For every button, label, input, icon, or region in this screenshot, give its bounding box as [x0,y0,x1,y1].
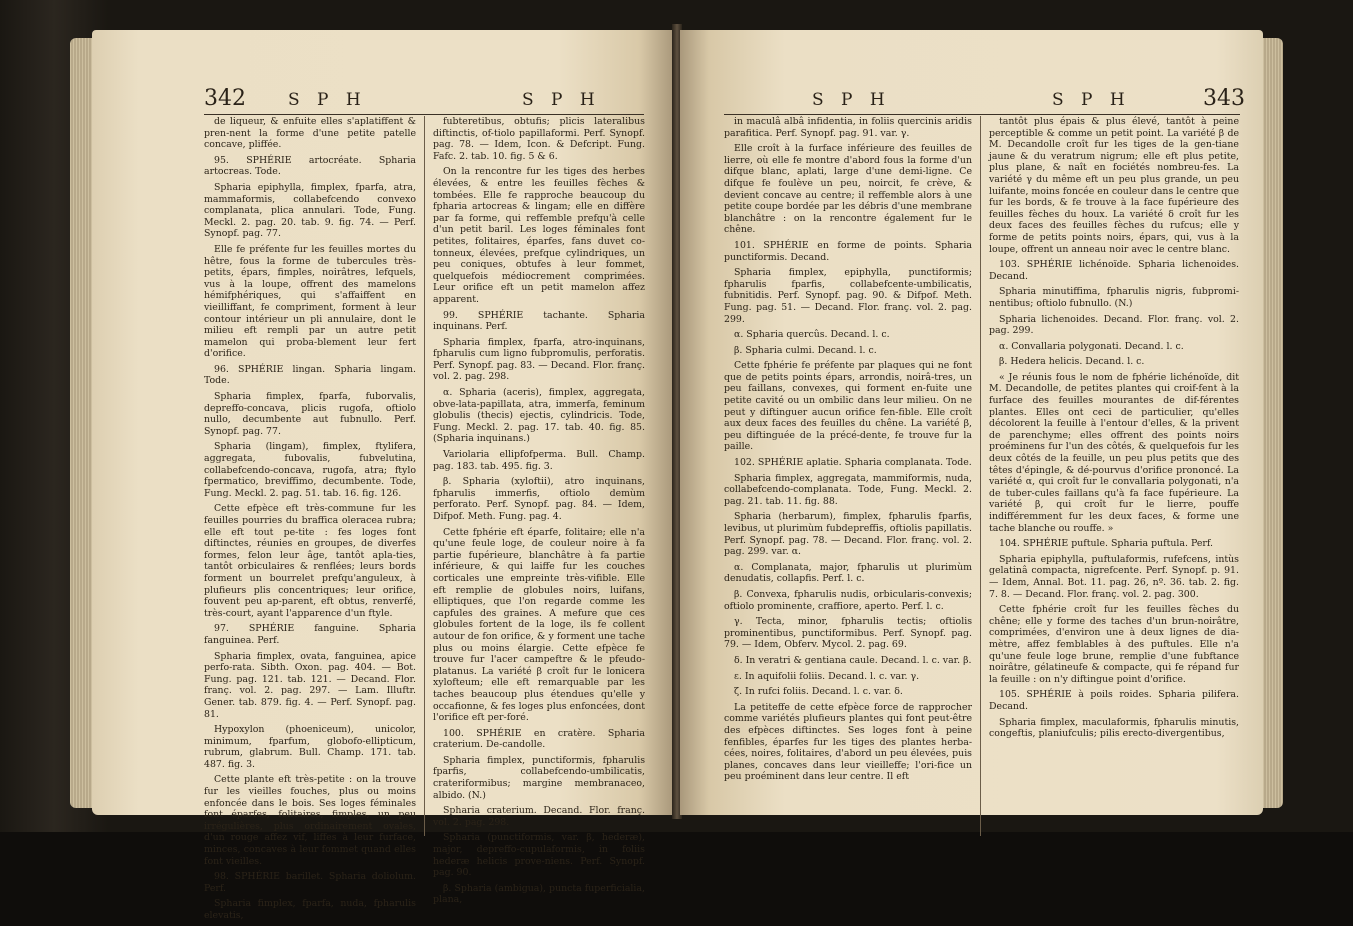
paragraph: Spharia minutiffima, fpharulis nigris, fubpromi-nentibus; oftiolo fubnullo. (N.) [989,286,1239,309]
paragraph: α. Complanata, major, fpharulis ut plurimùm denudatis, collapfis. Perf. l. c. [724,561,972,585]
paragraph: Cette plante eft très-petite : on la trouve fur les vieilles fouches, plus ou moins enfoncée dans le bois. Ses loges féminales font éparfes, folitaires, fimples, un peu irrégulières, plus ordinairement ovales, d'un rouge affez vif, liffes à leur furface, minces, concaves à leur fommet quand elles font vieilles. [204,774,416,867]
paragraph: Spharia fimplex, fparfa, fuborvalis, depreffo-concava, plicis rugofa, oftiolo nullo, decumbente aut fubnullo. Perf. Synopf. pag. 77. [204,391,416,437]
paragraph: Spharia lichenoides. Decand. Flor. franç. vol. 2. pag. 299. [989,313,1239,337]
paragraph: de liqueur, & enfuite elles s'aplatiffent & pren-nent la forme d'une petite patelle concave, pliffée. [204,116,416,151]
right-header-rule [724,114,1240,115]
paragraph: α. Spharia quercûs. Decand. l. c. [734,329,890,341]
left-column-1 [204,116,416,926]
paragraph: Spharia (lingam), fimplex, ftylifera, aggregata, fubovalis, fubvelutina, collabefcendo-concava, rugofa, atra; ftylo fpermatico, breviffimo, decumbente. Tode, Fung. Meckl. 2. pag. 51. tab. 16. fig. 126. [204,441,416,499]
paragraph: ζ. In rufci foliis. Decand. l. c. var. δ. [734,686,903,698]
right-header-left: S P H [812,90,891,110]
left-page [92,30,674,921]
left-header-rule [204,114,644,115]
paragraph: 98. SPHÉRIE barillet. Spharia doliolum. Perf. [204,871,416,894]
left-page-number: 342 [204,86,246,111]
page-edges-left [70,38,94,808]
paragraph: Spharia epiphylla, fimplex, fparfa, atra, mammaformis, collabefcendo convexo complanata, plica annulari. Tode, Fung. Meckl. 2. pag. 20. tab. 9. fig. 74. — Perf. Synopf. pag. 77. [204,181,416,240]
left-column-divider [424,116,425,836]
paragraph: 99. SPHÉRIE tachante. Spharia inquinans. Perf. [433,309,645,333]
paragraph: Spharia fimplex, fparfa, atro-inquinans, fpharulis cum ligno fubpromulis, perforatis. Perf. Synopf. pag. 83. — Decand. Flor. franç. vol. 2. pag. 298. [433,336,645,383]
paragraph: Cette fphérie eft éparfe, folitaire; elle n'a qu'une feule loge, de couleur noire à fa partie fupérieure, blanchâtre à fa partie inférieure, & qui laiffe fur les couches corticales une empreinte très-vifible. Elle eft remplie de globules noirs, luifans, elliptiques, que l'on regarde comme les capfules des graines. A mefure que ces globules fortent de la loge, ils fe collent autour de fon orifice, & y forment une tache plus ou moins élargie. Cette efpèce fe trouve fur l'acer campeftre & le pfeudo-platanus. La variété β croît fur le lonicera xylofteum; elle eft remarquable par les taches beaucoup plus étendues qu'elle y occafionne, & fes loges plus enfoncées, dont l'orifice eft per-foré. [433,526,645,724]
paragraph: Elle croît à la furface inférieure des feuilles de lierre, où elle fe montre d'abord fous la forme d'un difque blanc, aplati, large d'une demi-ligne. Ce difque fe foulève un peu, noircit, fe crève, & devient concave au centre; il reffemble alors à une petite coupe bordée par les débris d'une membrane blanchâtre : on la rencontre également fur le chêne. [724,143,972,236]
paragraph: Variolaria ellipfofperma. Bull. Champ. pag. 183. tab. 495. fig. 3. [433,449,645,472]
paragraph: Spharia craterium. Decand. Flor. franç. vol. 2. pag. 298. [433,805,645,828]
paragraph: On la rencontre fur les tiges des herbes élevées, & entre les feuilles fèches & tombées. Elle fe rapproche beaucoup du fpharia artocreas & lingam; elle en diffère par fa forme, qui reffemble prefqu'à celle d'un petit baril. Les loges féminales font petites, folitaires, éparfes, fans duvet co-tonneux, élevées, prefque cylindriques, un peu coniques, obtufes à leur fommet, quelquefois médiocrement comprimées. Leur orifice eft un petit mamelon affez apparent. [433,166,645,305]
paragraph: β. Convexa, fpharulis nudis, orbicularis-convexis; oftiolo prominente, craffiore, aperto. Perf. l. c. [724,588,972,612]
right-column-2 [989,116,1239,744]
paragraph: 100. SPHÉRIE en cratère. Spharia craterium. De-candolle. [433,727,645,751]
paragraph: 96. SPHÉRIE lingan. Spharia lingam. Tode. [204,363,416,387]
paragraph: α. Spharia (aceris), fimplex, aggregata, obve-lata-papillata, atra, immerfa, feminum globulis (thecis) ejectis, cylindricis. Tode, Fung. Meckl. 2. pag. 17. tab. 40. fig. 85. (Spharia inquinans.) [433,387,645,445]
page-edges-right [1261,38,1283,808]
paragraph: Spharia (herbarum), fimplex, fpharulis fparfis, levibus, ut plurimùm fubdepreffis, oftiolis papillatis. Perf. Synopf. pag. 78. — Decand. Flor. franç. vol. 2. pag. 299. var. α. [724,511,972,558]
paragraph: Spharia fimplex, aggregata, mammiformis, nuda, collabefcendo-complanata. Tode, Fung. Meckl. 2. pag. 21. tab. 11. fig. 88. [724,472,972,507]
paragraph: 102. SPHÉRIE aplatie. Spharia complanata. Tode. [734,457,972,469]
paragraph: Spharia epiphylla, puftulaformis, rufefcens, intùs gelatinâ compacta, nigrefcente. Perf. Synopf. p. 91. — Idem, Annal. Bot. 11. pag. 26, nº. 36. tab. 2. fig. 7. 8. — Decand. Flor. franç. vol. 2. pag. 300. [989,553,1239,600]
paragraph: β. Spharia culmi. Decand. l. c. [734,344,877,356]
left-column-2 [433,116,645,910]
paragraph: 103. SPHÉRIE lichénoïde. Spharia lichenoides. Decand. [989,259,1239,282]
paragraph: Cette efpèce eft très-commune fur les feuilles pourries du braffica oleracea rubra; elle eft tout pe-tite : fes loges font diftinctes, réunies en groupes, de diverfes formes, felon leur âge, tantôt apla-ties, tantôt orbiculaires & renflées; leurs bords forment un bourrelet prefqu'anguleux, à plufieurs plis concentriques; leur orifice, fouvent peu ap-parent, eft obtus, renverfé, très-court, ayant l'apparence d'un ftyle. [204,503,416,619]
right-column-divider [980,116,981,836]
paragraph: in maculâ albâ infidentia, in foliis quercinis aridis parafitica. Perf. Synopf. pag. 91. var. γ. [724,116,972,139]
right-page-number: 343 [1203,86,1245,111]
paragraph: « Je réunis fous le nom de fphérie lichénoïde, dit M. Decandolle, de petites plantes qui croif-fent à la furface des feuilles mourantes de dif-férentes plantes. Elles ont ceci de particulier, qu'elles décolorent la feuille à l'entour d'elles, & la privent de parenchyme; elles offrent des points noirs proéminens fur l'un des côtés, & quelquefois fur les deux côtés de la feuille, un peu plus petits que des têtes d'épingle, & dé-pourvus d'orifice prononcé. La variété α, qui croît fur le convallaria polygonati, n'a de tuber-cules faillans qu'à fa face fupérieure. La variété β, qui croît fur le lierre, pouffe indifféremment fur les deux faces, & forme une tache blanche ou rouffe. » [989,371,1239,534]
right-column-1 [724,116,972,787]
paragraph: Elle fe préfente fur les feuilles mortes du hêtre, fous la forme de tubercules très-petits, épars, fimples, noirâtres, lefquels, vus à la loupe, offrent des mamelons hémifphériques, qui s'affaiffent en vieilliffant, fe compriment, forment à leur contour intérieur un pli annulaire, dont le milieu eft rempli par un autre petit mamelon qui proba-blement leur fert d'orifice. [204,243,416,360]
paragraph: 101. SPHÉRIE en forme de points. Spharia punctiformis. Decand. [724,239,972,263]
paragraph: Spharia fimplex, fparfa, nuda, fpharulis elevatis, [204,898,416,921]
paragraph: La petiteffe de cette efpèce force de rapprocher comme variétés plufieurs plantes qui font peut-être des efpèces diftinctes. Ses loges font à peine fenfibles, éparfes fur les tiges des plantes herba-cées, noires, folitaires, d'abord un peu élevées, puis planes, concaves dans leur vieilleffe; l'ori-fice un peu proéminent dans leur centre. Il eft [724,701,972,783]
paragraph: fubteretibus, obtufis; plicis lateralibus diftinctis, of-tiolo papillaformi. Perf. Synopf. pag. 78. — Idem, Icon. & Defcript. Fung. Fafc. 2. tab. 10. fig. 5 & 6. [433,116,645,162]
paragraph: γ. Tecta, minor, fpharulis tectis; oftiolis prominentibus, punctiformibus. Perf. Synopf. pag. 79. — Idem, Obferv. Mycol. 2. pag. 69. [724,616,972,651]
paragraph: Spharia fimplex, maculaformis, fpharulis minutis, congeftis, planiufculis; pilis erecto-divergentibus, [989,716,1239,740]
paragraph: ε. In aquifolii foliis. Decand. l. c. var. γ. [734,670,920,682]
paragraph: 95. SPHÉRIE artocréate. Spharia artocreas. Tode. [204,154,416,178]
paragraph: tantôt plus épais & plus élevé, tantôt à peine perceptible & comme un petit point. La variété β de M. Decandolle croît fur les tiges de la gen-tiane jaune & du veratrum nigrum; elle eft plus petite, plus plane, & naît en fociétés nombreu-fes. La variété γ du même eft un peu plus grande, un peu luifante, moins foncée en couleur dans le centre que fur les bords, & fe trouve à la face fupérieure des feuilles fèches du houx. La variété δ croît fur les deux faces des feuilles fèches du rufcus; elle y forme de petits points noirs, épars, qui, vus à la loupe, offrent un anneau noir avec le centre blanc. [989,116,1239,255]
paragraph: β. Spharia (xyloftii), atro inquinans, fpharulis immerfis, oftiolo demùm perforato. Perf. Synopf. pag. 84. — Idem, Difpof. Meth. Fung. pag. 4. [433,476,645,522]
paragraph: β. Spharia (ambigua), puncta fuperficialia, plana, [433,882,645,906]
paragraph: Hypoxylon (phoeniceum), unicolor, minimum, fparfum, globofo-ellipticum, rubrum, glabrum. Bull. Champ. 171. tab. 487. fig. 3. [204,724,416,770]
paragraph: Spharia fimplex, punctiformis, fpharulis fparfis, collabefcendo-umbilicatis, crateriformibus; margine membranaceo, albido. (N.) [433,754,645,801]
paragraph: Spharia (punctiformis, var. β, hederæ), major, depreffo-cupulaformis, in foliis hederæ helicis prove-niens. Perf. Synopf. pag. 90. [433,832,645,879]
paragraph: 104. SPHÉRIE puftule. Spharia puftula. Perf. [999,538,1214,550]
paragraph: 105. SPHÉRIE à poils roides. Spharia pilifera. Decand. [989,689,1239,712]
paragraph: Spharia fimplex, epiphylla, punctiformis; fpharulis fparfis, collabefcente-umbilicatis, fubnitidis. Perf. Synopf. pag. 90. & Difpof. Meth. Fung. pag. 51. — Decand. Flor. franç. vol. 2. pag. 299. [724,267,972,325]
left-header-right: S P H [522,90,601,110]
left-header-left: S P H [288,90,367,110]
paragraph: Cette fphérie fe préfente par plaques qui ne font que de petits points épars, arrondis, noirâ-tres, un peu faillans, convexes, qui forment en-fuite une petite cavité ou un ombilic dans leur milieu. On ne peut y diftinguer aucun orifice fen-fible. Elle croît aux deux faces des feuilles du chêne. La variété β, peu diftinguée de la précé-dente, fe trouve fur la paille. [724,360,972,453]
paragraph: 97. SPHÉRIE fanguine. Spharia fanguinea. Perf. [204,623,416,646]
paragraph: Spharia fimplex, ovata, fanguinea, apice perfo-rata. Sibth. Oxon. pag. 404. — Bot. Fung. pag. 121. tab. 121. — Decand. Flor. franç. vol. 2. pag. 297. — Lam. Illuftr. Gener. tab. 879. fig. 4. — Perf. Synopf. pag. 81. [204,650,416,720]
right-header-right: S P H [1052,90,1131,110]
paragraph: β. Hedera helicis. Decand. l. c. [999,356,1145,368]
paragraph: Cette fphérie croît fur les feuilles fèches du chêne; elle y forme des taches d'un brun-noirâtre, comprimées, d'environ une à deux lignes de dia-mètre, affez femblables à des puftules. Elle n'a qu'une feule loge brune, remplie d'une fubftance noirâtre, gélatineufe & compacte, qui fe répand fur la feuille : on n'y diftingue point d'orifice. [989,604,1239,685]
paragraph: δ. In veratri & gentiana caule. Decand. l. c. var. β. [734,654,972,666]
paragraph: α. Convallaria polygonati. Decand. l. c. [999,340,1184,352]
right-page [680,30,1263,815]
